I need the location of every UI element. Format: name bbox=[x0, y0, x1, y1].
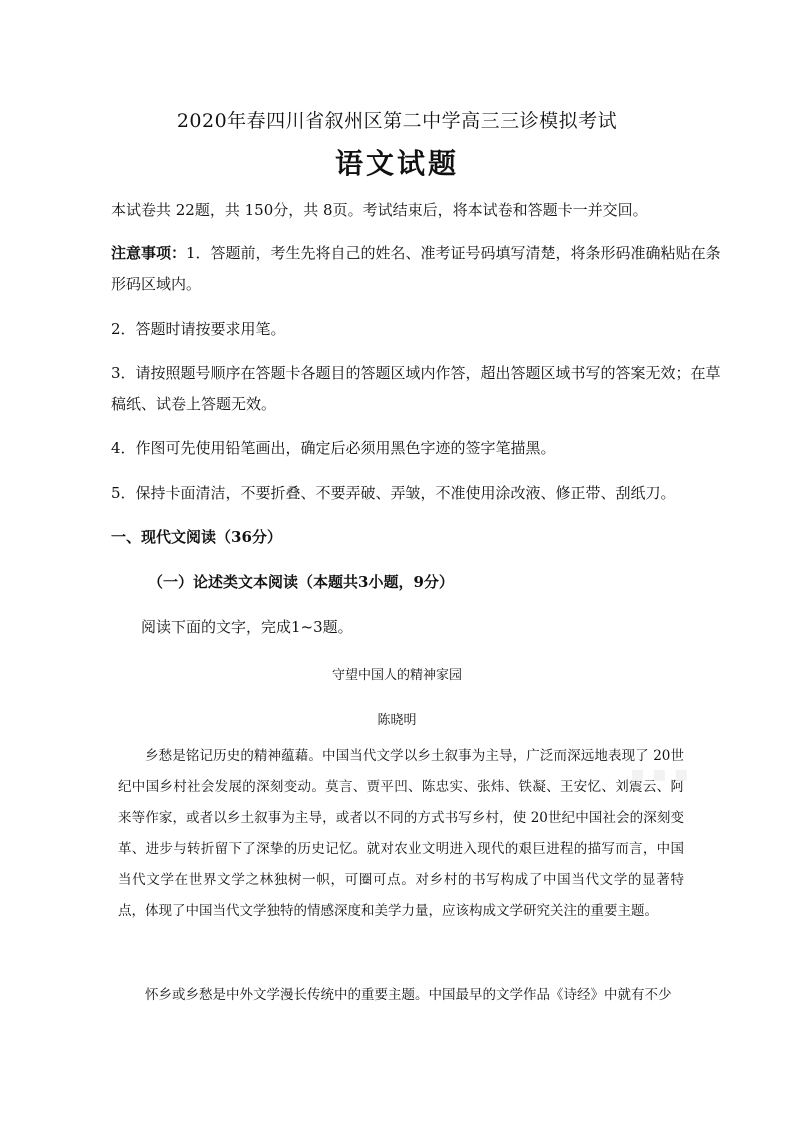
notice-item-1-line-2: 形码区域内。 bbox=[111, 275, 202, 293]
article-title: 守望中国人的精神家园 bbox=[331, 668, 462, 683]
notice-item-3-line-2: 稿纸、试卷上答题无效。 bbox=[111, 395, 277, 413]
article-author: 陈晓明 bbox=[377, 713, 417, 728]
article-paragraph-1: 乡愁是铭记历史的精神蕴藉。中国当代文学以乡土叙事为主导，广泛而深远地表现了 20世纪中国乡村社会发展的深刻变动。莫言、贾平凹、陈忠实、张炜、铁凝、王安忆、刘震云、阿来等作家，或者以乡土叙事为主导，或者以不同的方式书写乡村，使 20世纪中国社会的深刻变革、进步与转折留下了深挚的历史记忆。就对农业文明进入现代的艰巨进程的描写而言，中国当代文学在世界文学之林独树一帜，可圈可点。对乡村的书写构成了中国当代文学的显著特点，体现了中国当代文学独特的情感深度和美学力量，应该构成文学研究关注的重要主题。 bbox=[118, 748, 684, 919]
sub-section-heading: （一）论述类文本阅读（本题共3小题，9分） bbox=[148, 573, 454, 591]
faint-watermark: ▪ ▪ ▪ bbox=[630, 762, 689, 787]
reading-instruction: 阅读下面的文字，完成1~3题。 bbox=[141, 618, 353, 636]
notice-item-1 bbox=[111, 238, 721, 269]
section-heading: 一、现代文阅读（36分） bbox=[111, 528, 282, 546]
article-paragraph-2: 怀乡或乡愁是中外文学漫长传统中的重要主题。中国最早的文学作品《诗经》中就有不少 bbox=[145, 987, 672, 1003]
subject-title: 语文试题 bbox=[334, 147, 459, 180]
notice-item-5: 5．保持卡面清洁，不要折叠、不要弄破、弄皱，不准使用涂改液、修正带、刮纸刀。 bbox=[111, 484, 676, 502]
notice-item-3-line-1: 3．请按照题号顺序在答题卡各题目的答题区域内作答，超出答题区域书写的答案无效；在草 bbox=[111, 364, 721, 382]
exam-intro: 本试卷共 22题，共 150分，共 8页。考试结束后，将本试卷和答题卡一并交回。 bbox=[111, 201, 648, 219]
notice-item-1-line-1: 1．答题前，考生先将自己的姓名、准考证号码填写清楚，将条形码准确粘贴在条 bbox=[186, 244, 721, 262]
notice-item-2: 2．答题时请按要求用笔。 bbox=[111, 320, 286, 338]
notice-label: 注意事项： bbox=[111, 244, 187, 262]
notice-item-4: 4．作图可先使用铅笔画出，确定后必须用黑色字迹的签字笔描黑。 bbox=[111, 439, 556, 457]
exam-title: 2020年春四川省叙州区第二中学高三三诊模拟考试 bbox=[176, 110, 618, 132]
